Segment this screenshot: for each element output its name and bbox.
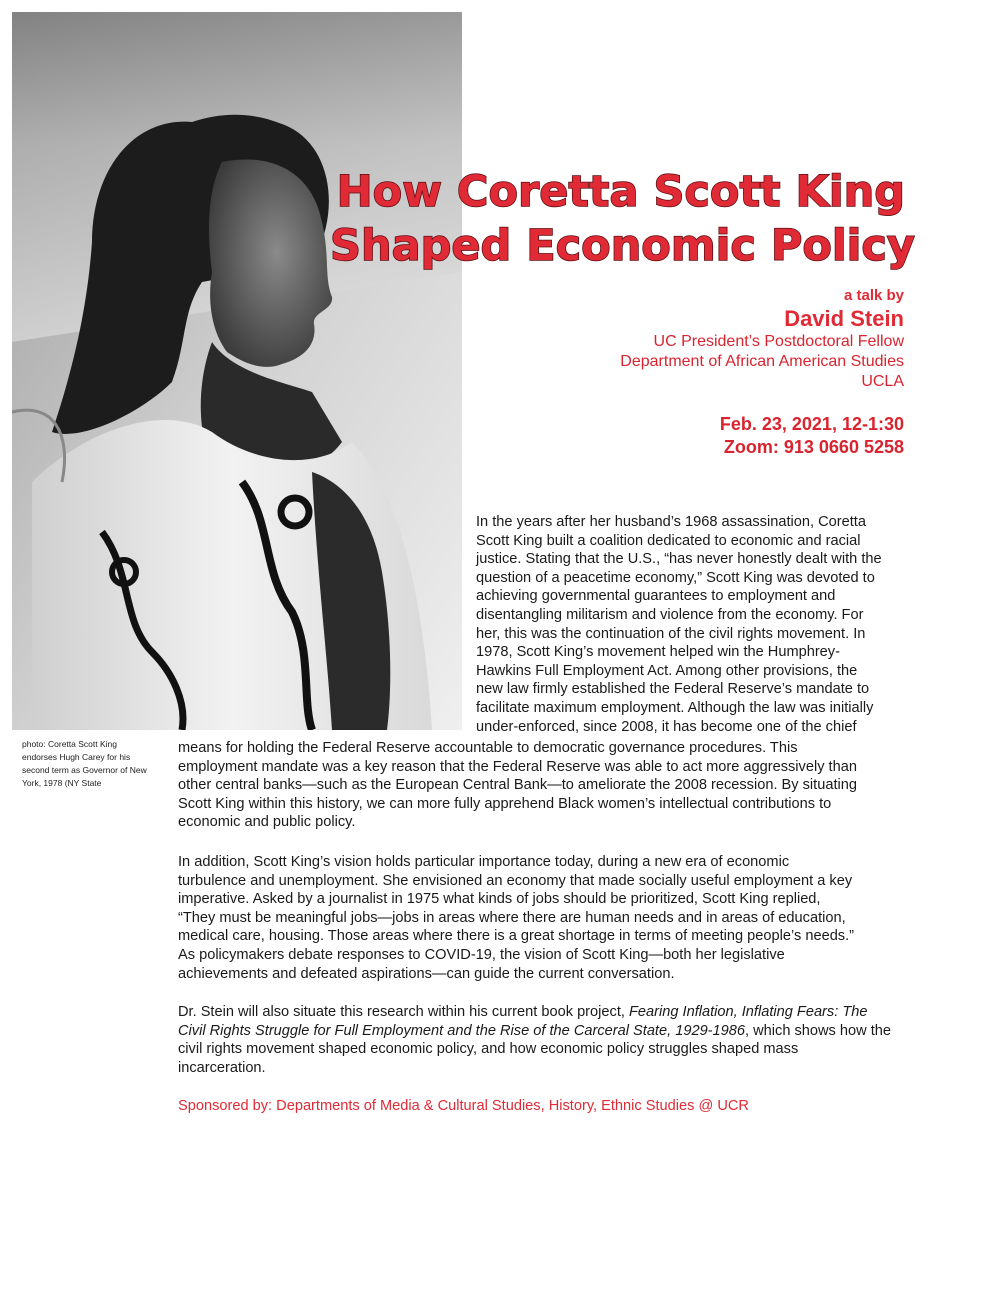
text-line: As policymakers debate responses to COVID-19, the vision of Scott King—both her legislative [178,946,785,963]
text-fragment: , which shows how the [745,1022,892,1039]
text-line: economic and public policy. [178,814,356,831]
text-line: means for holding the Federal Reserve accountable to democratic governance procedures. This [178,740,798,756]
portrait-photo [12,12,462,730]
event-details [720,413,904,459]
abstract-paragraph-3 [178,1003,898,1077]
text-line: In the years after her husband’s 1968 assassination, Coretta [476,514,866,530]
speaker-affiliation-2: Department of African American Studies [620,353,904,370]
zoom-id: Zoom: 913 0660 5258 [723,437,904,457]
photo-caption: photo: Coretta Scott King endorses Hugh Carey for his second term as Governor of New York, 1978 (NY State [22,739,147,788]
text-line: Scott King within this history, we can more fully apprehend Black women’s intellectual contributions to [178,795,832,812]
speaker-name: David Stein [784,306,904,331]
event-date: Feb. 23, 2021, 12-1:30 [719,414,904,434]
text-line: achieving governmental guarantees to employment and [476,588,836,605]
text-line: her, this was the continuation of the civil rights movement. In [476,625,866,642]
text-line: new law firmly established the Federal Reserve’s mandate to [476,681,870,698]
speaker-affiliation-3: UCLA [861,373,904,390]
book-title-part-2: Civil Rights Struggle for Full Employment and the Rise of the Carceral State, 1929-1986 [178,1022,746,1039]
speaker-affiliation-1: UC President’s Postdoctoral Fellow [653,333,904,350]
text-line: other central banks—such as the European Central Bank—to ameliorate the 2008 recession. By situating [178,777,857,794]
text-line: civil rights movement shaped economic policy, and how economic policy struggles shaped mass [178,1041,799,1058]
title-line-1: How Coretta Scott King [336,167,905,217]
text-line: Scott King built a coalition dedicated to economic and racial [476,532,861,549]
text-line: Hawkins Full Employment Act. Among other provisions, the [476,662,858,679]
text-line: medical care, housing. Those areas where there is a great shortage in terms of meeting people’s needs.” [178,928,855,945]
text-line: disentangling militarism and violence from the economy. For [476,606,864,623]
title-line-2: Shaped Economic Policy [330,221,915,271]
speaker-block [504,286,904,392]
text-line: imperative. Asked by a journalist in 1975 what kinds of jobs should be prioritized, Scott King replied, [178,891,821,908]
text-line: question of a peacetime economy,” Scott King was devoted to [476,569,875,586]
abstract-paragraph-1-bottom [178,739,898,832]
text-line: under-enforced, since 2008, it has become one of the chief [476,718,857,735]
text-line: turbulence and unemployment. She envisioned an economy that made socially useful employment a key [178,872,853,889]
event-title [330,165,915,273]
text-line: facilitate maximum employment. Although the law was initially [476,699,874,716]
text-line: employment mandate was a key reason that the Federal Reserve was able to act more aggressively than [178,758,857,775]
text-fragment: Dr. Stein will also situate this research within his current book project, [178,1004,629,1020]
text-line: justice. Stating that the U.S., “has never honestly dealt with the [476,551,882,568]
text-line: incarceration. [178,1059,266,1076]
text-line: “They must be meaningful jobs—jobs in areas where there are human needs and in areas of education, [178,909,846,926]
text-line: In addition, Scott King’s vision holds particular importance today, during a new era of economic [178,854,790,870]
text-line [178,1003,898,1022]
text-line: 1978, Scott King’s movement helped win the Humphrey- [476,644,840,661]
text-line: achievements and defeated aspirations—can guide the current conversation. [178,965,675,982]
talk-intro: a talk by [843,287,904,304]
sponsor-line: Sponsored by: Departments of Media & Cultural Studies, History, Ethnic Studies @ UCR [178,1098,749,1114]
abstract-paragraph-2 [178,853,898,983]
text-line [178,1022,898,1041]
book-title-part-1: Fearing Inflation, Inflating Fears: The [628,1004,868,1020]
abstract-paragraph-1-top [476,513,900,736]
